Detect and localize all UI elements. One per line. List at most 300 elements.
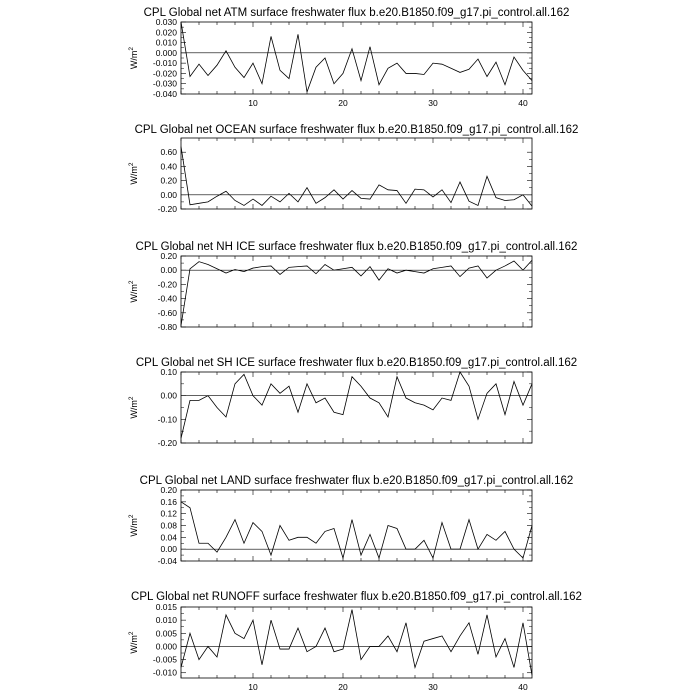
data-point: [369, 266, 370, 267]
data-point: [414, 402, 415, 403]
data-point: [396, 190, 397, 191]
y-tick-label: -0.030: [152, 78, 177, 89]
data-point: [468, 267, 469, 268]
data-point: [387, 268, 388, 269]
y-axis-label-unit: W/m: [129, 518, 139, 537]
data-point: [261, 205, 262, 206]
y-tick-label: -0.040: [152, 89, 177, 99]
data-point: [279, 201, 280, 202]
x-tick-label: 30: [428, 682, 438, 692]
data-point: [198, 400, 199, 401]
data-point: [405, 622, 406, 623]
data-point: [414, 73, 415, 74]
data-point: [189, 507, 190, 508]
data-point: [378, 557, 379, 558]
x-tick-label: 40: [518, 682, 528, 692]
data-point: [306, 537, 307, 538]
y-tick-label: 0.010: [155, 615, 177, 626]
data-point: [369, 534, 370, 535]
data-point: [432, 638, 433, 639]
x-tick-label: 20: [338, 682, 348, 692]
data-point: [198, 659, 199, 660]
data-point: [207, 646, 208, 647]
y-tick-label: 0.00: [160, 189, 177, 200]
data-point: [279, 393, 280, 394]
data-point: [261, 664, 262, 665]
data-point: [225, 50, 226, 51]
data-point: [333, 270, 334, 271]
y-tick-label: 0.015: [155, 602, 177, 612]
y-tick-label: 0.010: [155, 37, 177, 48]
data-point: [495, 270, 496, 271]
data-point: [342, 198, 343, 199]
data-point: [216, 268, 217, 269]
data-point: [333, 83, 334, 84]
y-tick-label: -0.40: [157, 293, 177, 304]
data-point: [387, 416, 388, 417]
data-point: [450, 400, 451, 401]
data-point: [414, 549, 415, 550]
data-point: [405, 397, 406, 398]
y-tick-label: -0.20: [157, 279, 177, 290]
data-point: [522, 622, 523, 623]
data-point: [459, 72, 460, 73]
data-point: [432, 63, 433, 64]
data-point: [225, 537, 226, 538]
data-point: [441, 64, 442, 65]
data-point: [468, 201, 469, 202]
data-point: [225, 614, 226, 615]
data-point: [450, 202, 451, 203]
y-tick-label: 0.20: [160, 251, 177, 261]
data-point: [468, 69, 469, 70]
y-tick-label: 0.000: [155, 641, 177, 652]
chart-title: CPL Global net OCEAN surface freshwater flux b.e20.B1850.f09_g17.pi_control.all.162: [134, 124, 579, 136]
data-point: [333, 528, 334, 529]
data-point: [531, 525, 532, 526]
data-point: [522, 270, 523, 271]
data-point: [279, 70, 280, 71]
data-point: [306, 265, 307, 266]
data-point: [513, 667, 514, 668]
data-point: [261, 531, 262, 532]
data-point: [405, 270, 406, 271]
data-point: [189, 268, 190, 269]
data-point: [252, 63, 253, 64]
data-point: [495, 383, 496, 384]
x-tick-label: 20: [338, 98, 348, 108]
data-point: [252, 620, 253, 621]
data-point: [180, 325, 181, 326]
data-point: [387, 635, 388, 636]
data-point: [207, 264, 208, 265]
data-point: [504, 414, 505, 415]
x-tick-label: 40: [518, 98, 528, 108]
data-point: [351, 376, 352, 377]
data-point: [198, 261, 199, 262]
data-point: [396, 651, 397, 652]
data-point: [270, 265, 271, 266]
y-tick-label: 0.00: [160, 544, 177, 555]
data-point: [288, 267, 289, 268]
data-point: [270, 36, 271, 37]
data-point: [306, 383, 307, 384]
data-point: [306, 187, 307, 188]
data-point: [342, 268, 343, 269]
data-point: [513, 56, 514, 57]
data-point: [198, 64, 199, 65]
y-tick-label: -0.020: [152, 68, 177, 79]
chart-title: CPL Global net RUNOFF surface freshwater flux b.e20.B1850.f09_g17.pi_control.all.162: [131, 591, 582, 603]
data-point: [486, 176, 487, 177]
data-point: [324, 397, 325, 398]
data-point: [306, 91, 307, 92]
data-point: [459, 635, 460, 636]
data-point: [477, 419, 478, 420]
data-point: [315, 543, 316, 544]
chart-title: CPL Global net ATM surface freshwater flux b.e20.B1850.f09_g17.pi_control.all.162: [143, 7, 570, 19]
data-point: [441, 397, 442, 398]
y-tick-label: 0.08: [160, 520, 177, 531]
data-point: [189, 204, 190, 205]
data-point: [414, 189, 415, 190]
y-axis-label-superscript: 2: [128, 162, 135, 167]
data-point: [252, 198, 253, 199]
data-point: [423, 405, 424, 406]
data-point: [324, 57, 325, 58]
y-axis-label-unit: W/m: [129, 284, 139, 303]
data-point: [405, 203, 406, 204]
data-point: [243, 77, 244, 78]
data-point: [216, 196, 217, 197]
data-point: [360, 275, 361, 276]
data-point: [432, 268, 433, 269]
data-point: [522, 557, 523, 558]
y-axis-label-unit: W/m: [129, 635, 139, 654]
y-tick-label: 0.000: [155, 47, 177, 58]
data-point: [180, 438, 181, 439]
data-point: [369, 397, 370, 398]
data-point: [234, 633, 235, 634]
y-tick-label: -0.10: [157, 414, 177, 425]
data-point: [360, 80, 361, 81]
y-axis-label-unit: W/m: [129, 166, 139, 185]
data-point: [216, 407, 217, 408]
data-point: [396, 528, 397, 529]
data-point: [342, 73, 343, 74]
data-point: [252, 522, 253, 523]
data-point: [504, 265, 505, 266]
data-point: [207, 543, 208, 544]
data-point: [477, 654, 478, 655]
data-point: [369, 646, 370, 647]
data-point: [324, 531, 325, 532]
data-point: [279, 274, 280, 275]
y-tick-label: 0.04: [160, 532, 177, 543]
chart-title: CPL Global net SH ICE surface freshwater flux b.e20.B1850.f09_g17.pi_control.all.162: [135, 357, 578, 369]
data-point: [315, 402, 316, 403]
data-point: [459, 276, 460, 277]
data-point: [513, 381, 514, 382]
data-point: [324, 264, 325, 265]
data-point: [504, 84, 505, 85]
data-point: [333, 651, 334, 652]
data-point: [504, 531, 505, 532]
data-point: [432, 409, 433, 410]
data-point: [288, 648, 289, 649]
data-point: [315, 203, 316, 204]
y-tick-label: 0.020: [155, 27, 177, 38]
y-axis-label-superscript: 2: [128, 631, 135, 636]
y-tick-label: 0.00: [160, 265, 177, 276]
data-point: [225, 272, 226, 273]
data-point: [432, 196, 433, 197]
data-point: [333, 189, 334, 190]
y-axis-label-superscript: 2: [128, 396, 135, 401]
data-point: [387, 189, 388, 190]
data-point: [387, 525, 388, 526]
y-tick-label: 0.00: [160, 390, 177, 401]
data-point: [342, 648, 343, 649]
data-point: [459, 371, 460, 372]
data-point: [306, 651, 307, 652]
y-tick-label: -0.60: [157, 307, 177, 318]
data-point: [477, 549, 478, 550]
data-point: [333, 412, 334, 413]
data-point: [378, 184, 379, 185]
data-point: [387, 68, 388, 69]
data-point: [243, 638, 244, 639]
data-point: [522, 405, 523, 406]
data-point: [378, 402, 379, 403]
data-point: [180, 667, 181, 668]
data-point: [450, 68, 451, 69]
data-point: [189, 633, 190, 634]
data-point: [324, 197, 325, 198]
data-point: [207, 395, 208, 396]
data-point: [315, 646, 316, 647]
data-point: [198, 203, 199, 204]
data-point: [486, 393, 487, 394]
y-axis-label-superscript: 2: [128, 46, 135, 51]
data-point: [459, 549, 460, 550]
data-point: [234, 383, 235, 384]
data-point: [234, 67, 235, 68]
data-point: [216, 552, 217, 553]
y-tick-label: -0.005: [152, 654, 177, 665]
y-tick-label: -0.80: [157, 322, 177, 332]
x-tick-label: 30: [428, 98, 438, 108]
data-point: [288, 78, 289, 79]
data-point: [513, 260, 514, 261]
data-point: [315, 67, 316, 68]
data-point: [234, 269, 235, 270]
data-point: [477, 205, 478, 206]
y-tick-label: 0.030: [155, 17, 177, 27]
data-point: [378, 646, 379, 647]
y-tick-label: 0.60: [160, 147, 177, 158]
y-axis-label-superscript: 2: [128, 280, 135, 285]
data-point: [270, 620, 271, 621]
data-point: [369, 198, 370, 199]
data-point: [513, 549, 514, 550]
data-point: [486, 277, 487, 278]
data-point: [396, 376, 397, 377]
data-point: [189, 76, 190, 77]
data-point: [450, 651, 451, 652]
data-point: [315, 273, 316, 274]
data-point: [495, 197, 496, 198]
data-point: [216, 656, 217, 657]
data-point: [378, 280, 379, 281]
data-point: [423, 272, 424, 273]
data-point: [477, 58, 478, 59]
data-point: [261, 266, 262, 267]
data-point: [297, 34, 298, 35]
data-point: [207, 75, 208, 76]
data-point: [243, 271, 244, 272]
data-point: [531, 80, 532, 81]
data-point: [477, 265, 478, 266]
chart-title: CPL Global net LAND surface freshwater flux b.e20.B1850.f09_g17.pi_control.all.162: [139, 475, 574, 487]
data-point: [522, 194, 523, 195]
data-point: [252, 267, 253, 268]
data-point: [288, 193, 289, 194]
data-point: [423, 189, 424, 190]
y-tick-label: -0.010: [152, 667, 177, 678]
data-point: [342, 557, 343, 558]
data-point: [243, 543, 244, 544]
data-point: [261, 405, 262, 406]
data-point: [495, 540, 496, 541]
data-point: [459, 181, 460, 182]
data-point: [360, 198, 361, 199]
data-point: [270, 554, 271, 555]
data-point: [234, 200, 235, 201]
y-tick-label: -0.010: [152, 58, 177, 69]
data-point: [486, 76, 487, 77]
data-point: [396, 63, 397, 64]
data-point: [522, 70, 523, 71]
data-point: [324, 627, 325, 628]
data-point: [270, 383, 271, 384]
data-point: [486, 614, 487, 615]
data-point: [270, 196, 271, 197]
data-point: [234, 519, 235, 520]
data-point: [243, 374, 244, 375]
data-point: [180, 21, 181, 22]
data-point: [504, 638, 505, 639]
data-point: [351, 190, 352, 191]
data-point: [180, 146, 181, 147]
y-tick-label: 0.12: [160, 508, 177, 519]
data-point: [450, 549, 451, 550]
y-axis-label-unit: W/m: [129, 50, 139, 70]
data-point: [468, 386, 469, 387]
data-point: [207, 201, 208, 202]
data-point: [423, 540, 424, 541]
data-point: [423, 641, 424, 642]
data-point: [486, 534, 487, 535]
data-point: [531, 675, 532, 676]
data-point: [288, 540, 289, 541]
y-axis-label-unit: W/m: [129, 400, 139, 419]
data-point: [441, 189, 442, 190]
data-point: [531, 206, 532, 207]
data-point: [351, 609, 352, 610]
data-point: [225, 416, 226, 417]
data-point: [360, 659, 361, 660]
data-point: [531, 260, 532, 261]
data-point: [495, 656, 496, 657]
data-point: [531, 383, 532, 384]
data-point: [297, 537, 298, 538]
data-point: [423, 74, 424, 75]
data-point: [405, 549, 406, 550]
data-point: [198, 543, 199, 544]
y-tick-label: 0.20: [160, 175, 177, 186]
data-point: [513, 199, 514, 200]
data-point: [414, 271, 415, 272]
y-tick-label: 0.10: [160, 367, 177, 377]
data-point: [369, 46, 370, 47]
data-point: [288, 386, 289, 387]
data-point: [495, 62, 496, 63]
data-point: [441, 635, 442, 636]
data-point: [450, 265, 451, 266]
data-point: [189, 400, 190, 401]
data-point: [432, 557, 433, 558]
data-point: [504, 200, 505, 201]
data-point: [279, 648, 280, 649]
data-point: [216, 65, 217, 66]
y-tick-label: 0.005: [155, 628, 177, 639]
y-tick-label: 0.20: [160, 485, 177, 495]
data-point: [441, 267, 442, 268]
data-point: [342, 414, 343, 415]
data-point: [297, 412, 298, 413]
data-point: [414, 667, 415, 668]
x-tick-label: 10: [248, 682, 258, 692]
data-point: [225, 191, 226, 192]
data-point: [252, 395, 253, 396]
data-point: [351, 519, 352, 520]
y-tick-label: -0.20: [157, 438, 177, 448]
data-point: [279, 525, 280, 526]
data-point: [297, 627, 298, 628]
data-point: [468, 519, 469, 520]
data-point: [180, 501, 181, 502]
data-point: [297, 266, 298, 267]
data-point: [351, 267, 352, 268]
data-point: [378, 84, 379, 85]
data-point: [261, 83, 262, 84]
y-tick-label: -0.20: [157, 204, 177, 214]
data-point: [360, 554, 361, 555]
data-point: [297, 201, 298, 202]
data-point: [243, 205, 244, 206]
data-point: [396, 272, 397, 273]
data-point: [468, 622, 469, 623]
data-point: [441, 522, 442, 523]
y-tick-label: 0.16: [160, 496, 177, 507]
data-point: [360, 386, 361, 387]
data-point: [405, 73, 406, 74]
y-axis-label-superscript: 2: [128, 514, 135, 519]
y-tick-label: 0.40: [160, 161, 177, 172]
y-tick-label: -0.04: [157, 556, 177, 566]
x-tick-label: 10: [248, 98, 258, 108]
